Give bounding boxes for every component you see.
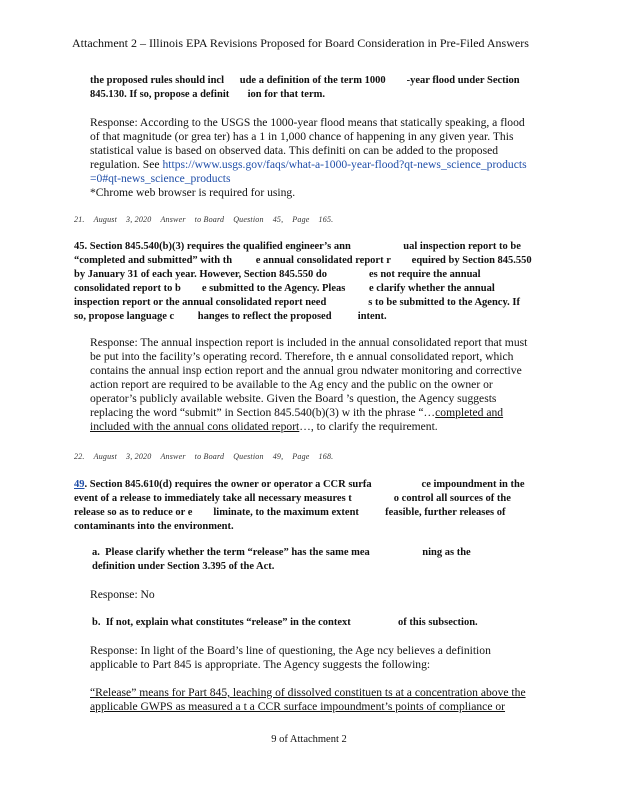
ref-kind: Answer bbox=[160, 452, 186, 461]
ref-page-label: Page bbox=[292, 452, 310, 461]
ref-month: August bbox=[93, 215, 118, 224]
response-45-text: Response: The annual inspection report is included in the annual consolidated report that must be put into the facility’s operating record. Therefore, th e annual consolidated report, which contains the annual insp ection report and the annual grou ndwater monitoring and corrective action report are required to be available to the Ag ency and the public on the owner or operator’s publicly available website. Given the Board ’s question, the Agency suggests replacing the word “submit” in Section 845.540(b)(3) w ith the phrase “… bbox=[90, 336, 528, 419]
response-44 bbox=[90, 116, 530, 200]
question-49 bbox=[74, 478, 532, 534]
question-44-tail bbox=[90, 74, 530, 102]
ref-number: 22. bbox=[74, 452, 85, 461]
page-footer: 9 of Attachment 2 bbox=[271, 734, 347, 745]
ref-page-number: 168. bbox=[318, 452, 334, 461]
ref-question-label: Question bbox=[233, 452, 264, 461]
ref-to: to Board bbox=[194, 215, 225, 224]
ref-page-label: Page bbox=[292, 215, 310, 224]
ref-number: 21. bbox=[74, 215, 85, 224]
reference-21 bbox=[74, 215, 342, 224]
page-header: Attachment 2 – Illinois EPA Revisions Proposed for Board Consideration in Pre-Filed Answers bbox=[72, 36, 529, 50]
usgs-link[interactable]: https://www.usgs.gov/faqs/what-a-1000-year-flood?qt-news_science_products=0#qt-news_science_products bbox=[90, 158, 527, 185]
question-49a: a. Please clarify whether the term “release” has the same mea ning as the definition under Section 3.395 of the Act. bbox=[92, 547, 474, 572]
ref-date: 3, 2020 bbox=[126, 215, 152, 224]
question-45: 45. Section 845.540(b)(3) requires the qualified engineer’s ann ual inspection report to be “completed and submitted” with th e annual consolidated report r equired by Section 845.550 by January 31 of each year. However, Section 845.550 do es not require the annual consolidated report to b e submitted to the Agency. Pleas e clarify whether the annual inspection report or the annual consolidated report need s to be submitted to the Agency. If so, propose language c hanges to reflect the proposed intent. bbox=[74, 241, 535, 322]
question-49b: b. If not, explain what constitutes “release” in the context of this subsection. bbox=[92, 617, 478, 628]
ref-month: August bbox=[93, 452, 118, 461]
response-45-underlined: completed and included with the annual cons olidated report bbox=[90, 406, 504, 433]
response-44-text: Response: According to the USGS the 1000-year flood means that statically speaking, a flood of that magnitude (or grea ter) has a 1 in 1,000 chance of happening in any given year. This statistical value is based on observed data. This definiti on can be added to the proposed regulation. See bbox=[90, 116, 525, 171]
ref-to: to Board bbox=[194, 452, 225, 461]
ref-question-number: 49, bbox=[272, 452, 284, 461]
response-49b: Response: In light of the Board’s line of questioning, the Age ncy believes a definition applicable to Part 845 is appropriate. The Agency suggests the following: bbox=[90, 644, 491, 671]
question-49-text: . Section 845.610(d) requires the owner or operator a CCR surfa ce impoundment in the event of a release to immediately take all necessary measures t o control all sources of the release so as to reduce or e liminate, to the maximum extent feasible, further releases of contaminants into the environment. bbox=[74, 479, 528, 532]
response-49a: Response: No bbox=[90, 588, 155, 601]
question-44-line2: 845.130. If so, propose a definit ion for that term. bbox=[90, 89, 325, 100]
response-44-note: *Chrome web browser is required for using. bbox=[90, 186, 296, 199]
ref-question-label: Question bbox=[233, 215, 264, 224]
ref-question-number: 45, bbox=[272, 215, 284, 224]
ref-date: 3, 2020 bbox=[126, 452, 152, 461]
reference-22 bbox=[74, 452, 342, 461]
response-45-tail: …, to clarify the requirement. bbox=[299, 420, 438, 433]
ref-page-number: 165. bbox=[318, 215, 334, 224]
release-definition: “Release” means for Part 845, leaching of dissolved constituen ts at a concentration above the applicable GWPS as measured a t a CCR surface impoundment’s points of compliance or bbox=[90, 686, 526, 713]
question-44-line1: the proposed rules should incl ude a definition of the term 1000 -year flood under Section bbox=[90, 75, 520, 86]
question-49-number-link[interactable]: 49 bbox=[74, 479, 85, 490]
response-45 bbox=[90, 336, 530, 434]
ref-kind: Answer bbox=[160, 215, 186, 224]
